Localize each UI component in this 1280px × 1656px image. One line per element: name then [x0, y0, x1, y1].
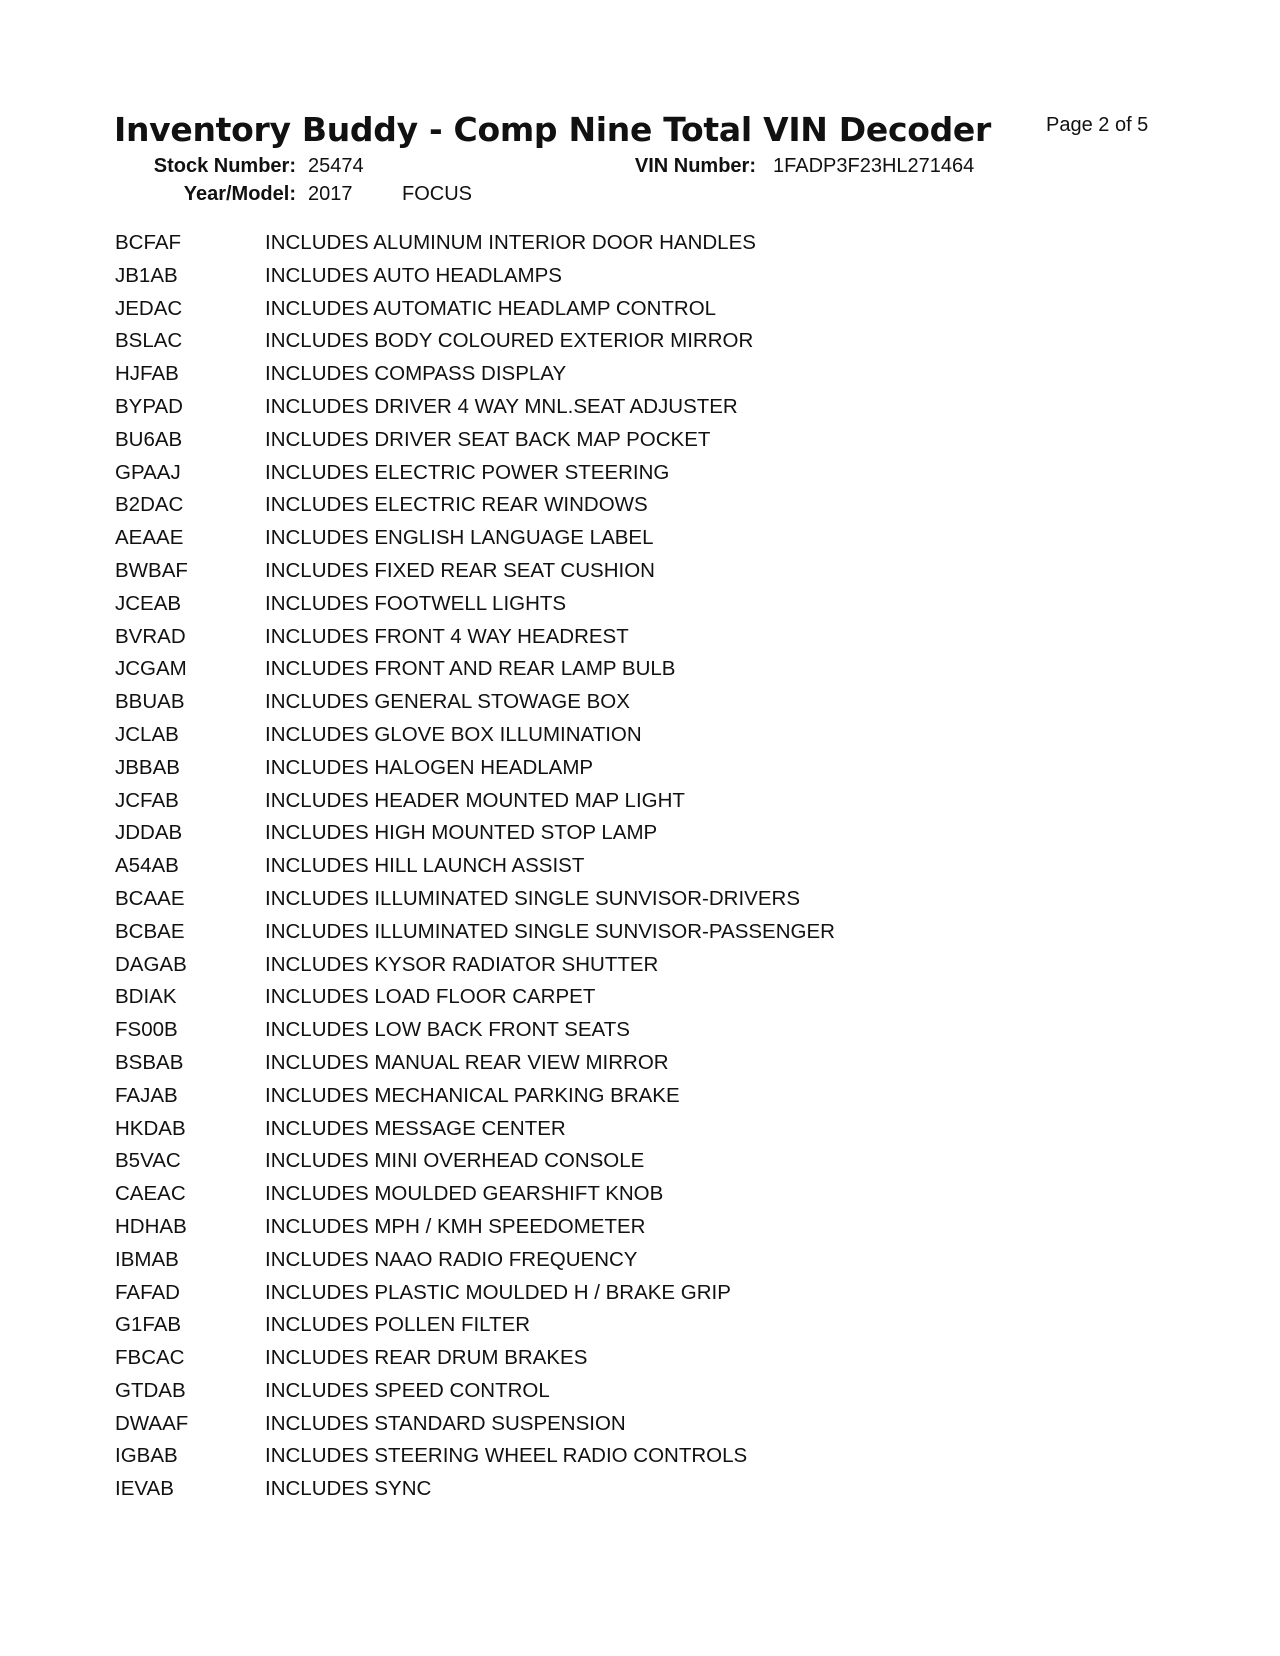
option-description: INCLUDES ENGLISH LANGUAGE LABEL	[265, 526, 654, 550]
option-code: B5VAC	[115, 1149, 181, 1173]
option-row	[0, 1016, 1280, 1049]
option-row	[0, 1115, 1280, 1148]
option-row	[0, 459, 1280, 492]
option-description: INCLUDES PLASTIC MOULDED H / BRAKE GRIP	[265, 1280, 731, 1304]
option-code: HDHAB	[115, 1214, 187, 1238]
option-row	[0, 951, 1280, 984]
option-description: INCLUDES FIXED REAR SEAT CUSHION	[265, 558, 655, 582]
option-description: INCLUDES HIGH MOUNTED STOP LAMP	[265, 821, 658, 845]
option-description: INCLUDES DRIVER SEAT BACK MAP POCKET	[265, 427, 711, 451]
option-code-list	[0, 229, 1280, 1508]
option-row	[0, 819, 1280, 852]
option-description: INCLUDES MINI OVERHEAD CONSOLE	[265, 1149, 645, 1173]
option-row	[0, 1213, 1280, 1246]
option-row	[0, 1442, 1280, 1475]
option-description: INCLUDES FRONT AND REAR LAMP BULB	[265, 657, 676, 681]
option-description: INCLUDES LOAD FLOOR CARPET	[265, 985, 596, 1009]
option-description: INCLUDES MECHANICAL PARKING BRAKE	[265, 1083, 680, 1107]
option-code: JDDAB	[115, 821, 183, 845]
option-code: FAFAD	[115, 1280, 180, 1304]
option-description: INCLUDES ILLUMINATED SINGLE SUNVISOR-PASSENGER	[265, 919, 835, 943]
option-code: IGBAB	[115, 1444, 178, 1468]
option-code: A54AB	[115, 854, 179, 878]
option-row	[0, 1410, 1280, 1443]
option-code: BSBAB	[115, 1050, 184, 1074]
option-description: INCLUDES FRONT 4 WAY HEADREST	[265, 624, 629, 648]
option-row	[0, 1147, 1280, 1180]
stock-number-value: 25474	[308, 155, 364, 177]
option-code: BVRAD	[115, 624, 186, 648]
option-description: INCLUDES COMPASS DISPLAY	[265, 362, 567, 386]
report-title: Inventory Buddy - Comp Nine Total VIN Decoder	[114, 110, 991, 149]
option-code: FAJAB	[115, 1083, 178, 1107]
option-row	[0, 1082, 1280, 1115]
option-description: INCLUDES MANUAL REAR VIEW MIRROR	[265, 1050, 669, 1074]
option-description: INCLUDES ILLUMINATED SINGLE SUNVISOR-DRIVERS	[265, 886, 801, 910]
option-row	[0, 327, 1280, 360]
model-value: FOCUS	[402, 183, 472, 205]
option-row	[0, 721, 1280, 754]
year-model-label: Year/Model:	[183, 183, 296, 205]
option-row	[0, 590, 1280, 623]
option-row	[0, 983, 1280, 1016]
option-code: G1FAB	[115, 1313, 182, 1337]
option-description: INCLUDES HALOGEN HEADLAMP	[265, 755, 594, 779]
option-description: INCLUDES ALUMINUM INTERIOR DOOR HANDLES	[265, 231, 756, 254]
option-row	[0, 1279, 1280, 1312]
option-code: JB1AB	[115, 263, 178, 287]
option-row	[0, 1049, 1280, 1082]
option-code: JEDAC	[115, 296, 183, 320]
stock-number-label: Stock Number:	[153, 155, 296, 177]
option-code: JCGAM	[115, 657, 187, 681]
option-description: INCLUDES NAAO RADIO FREQUENCY	[265, 1247, 638, 1271]
option-code: GTDAB	[115, 1378, 186, 1402]
option-row	[0, 754, 1280, 787]
option-code: BCBAE	[115, 919, 185, 943]
option-description: INCLUDES AUTO HEADLAMPS	[265, 263, 562, 287]
option-code: JCEAB	[115, 591, 182, 615]
option-description: INCLUDES HEADER MOUNTED MAP LIGHT	[265, 788, 685, 812]
option-description: INCLUDES DRIVER 4 WAY MNL.SEAT ADJUSTER	[265, 394, 738, 418]
option-code: BU6AB	[115, 427, 183, 451]
option-description: INCLUDES LOW BACK FRONT SEATS	[265, 1018, 630, 1042]
option-row	[0, 557, 1280, 590]
option-description: INCLUDES FOOTWELL LIGHTS	[265, 591, 567, 615]
option-code: BYPAD	[115, 394, 183, 418]
option-description: INCLUDES REAR DRUM BRAKES	[265, 1346, 588, 1370]
option-row	[0, 491, 1280, 524]
option-row	[0, 229, 1280, 262]
option-code: BCFAF	[115, 231, 182, 254]
option-row	[0, 1344, 1280, 1377]
option-description: INCLUDES HILL LAUNCH ASSIST	[265, 854, 585, 878]
option-code: BSLAC	[115, 329, 183, 353]
option-description: INCLUDES ELECTRIC POWER STEERING	[265, 460, 670, 484]
option-code: FBCAC	[115, 1346, 185, 1370]
option-description: INCLUDES SYNC	[265, 1477, 432, 1501]
option-code: JCFAB	[115, 788, 179, 812]
option-row	[0, 688, 1280, 721]
option-description: INCLUDES KYSOR RADIATOR SHUTTER	[265, 952, 659, 976]
option-row	[0, 1180, 1280, 1213]
option-row	[0, 295, 1280, 328]
option-code: HJFAB	[115, 362, 179, 386]
option-row	[0, 426, 1280, 459]
option-description: INCLUDES MESSAGE CENTER	[265, 1116, 566, 1140]
option-code: JBBAB	[115, 755, 180, 779]
option-description: INCLUDES GLOVE BOX ILLUMINATION	[265, 722, 642, 746]
option-code: CAEAC	[115, 1182, 186, 1206]
page-number: Page 2 of 5	[1046, 114, 1149, 136]
vin-number-value: 1FADP3F23HL271464	[773, 155, 975, 177]
option-code: IEVAB	[115, 1477, 174, 1501]
option-code: GPAAJ	[115, 460, 181, 484]
option-description: INCLUDES ELECTRIC REAR WINDOWS	[265, 493, 648, 517]
option-row	[0, 1246, 1280, 1279]
option-description: INCLUDES STEERING WHEEL RADIO CONTROLS	[265, 1444, 748, 1468]
option-code: DWAAF	[115, 1411, 189, 1435]
option-row	[0, 393, 1280, 426]
option-row	[0, 918, 1280, 951]
option-row	[0, 885, 1280, 918]
option-row	[0, 1475, 1280, 1508]
option-code: DAGAB	[115, 952, 187, 976]
option-description: INCLUDES SPEED CONTROL	[265, 1378, 550, 1402]
option-description: INCLUDES AUTOMATIC HEADLAMP CONTROL	[265, 296, 717, 320]
option-code: BBUAB	[115, 690, 185, 714]
option-code: BCAAE	[115, 886, 185, 910]
option-row	[0, 623, 1280, 656]
option-row	[0, 360, 1280, 393]
option-description: INCLUDES STANDARD SUSPENSION	[265, 1411, 626, 1435]
option-row	[0, 1377, 1280, 1410]
option-description: INCLUDES MPH / KMH SPEEDOMETER	[265, 1214, 646, 1238]
option-code: B2DAC	[115, 493, 184, 517]
option-code: JCLAB	[115, 722, 179, 746]
option-description: INCLUDES BODY COLOURED EXTERIOR MIRROR	[265, 329, 754, 353]
option-description: INCLUDES POLLEN FILTER	[265, 1313, 531, 1337]
option-row	[0, 852, 1280, 885]
option-row	[0, 787, 1280, 820]
option-code: HKDAB	[115, 1116, 186, 1140]
option-code: AEAAE	[115, 526, 184, 550]
option-row	[0, 655, 1280, 688]
option-row	[0, 1311, 1280, 1344]
option-row	[0, 262, 1280, 295]
option-code: BWBAF	[115, 558, 188, 582]
option-row	[0, 524, 1280, 557]
option-code: BDIAK	[115, 985, 177, 1009]
option-description: INCLUDES MOULDED GEARSHIFT KNOB	[265, 1182, 664, 1206]
year-value: 2017	[308, 183, 353, 205]
vin-number-label: VIN Number:	[634, 155, 756, 177]
option-description: INCLUDES GENERAL STOWAGE BOX	[265, 690, 630, 714]
option-code: FS00B	[115, 1018, 178, 1042]
option-code: IBMAB	[115, 1247, 179, 1271]
